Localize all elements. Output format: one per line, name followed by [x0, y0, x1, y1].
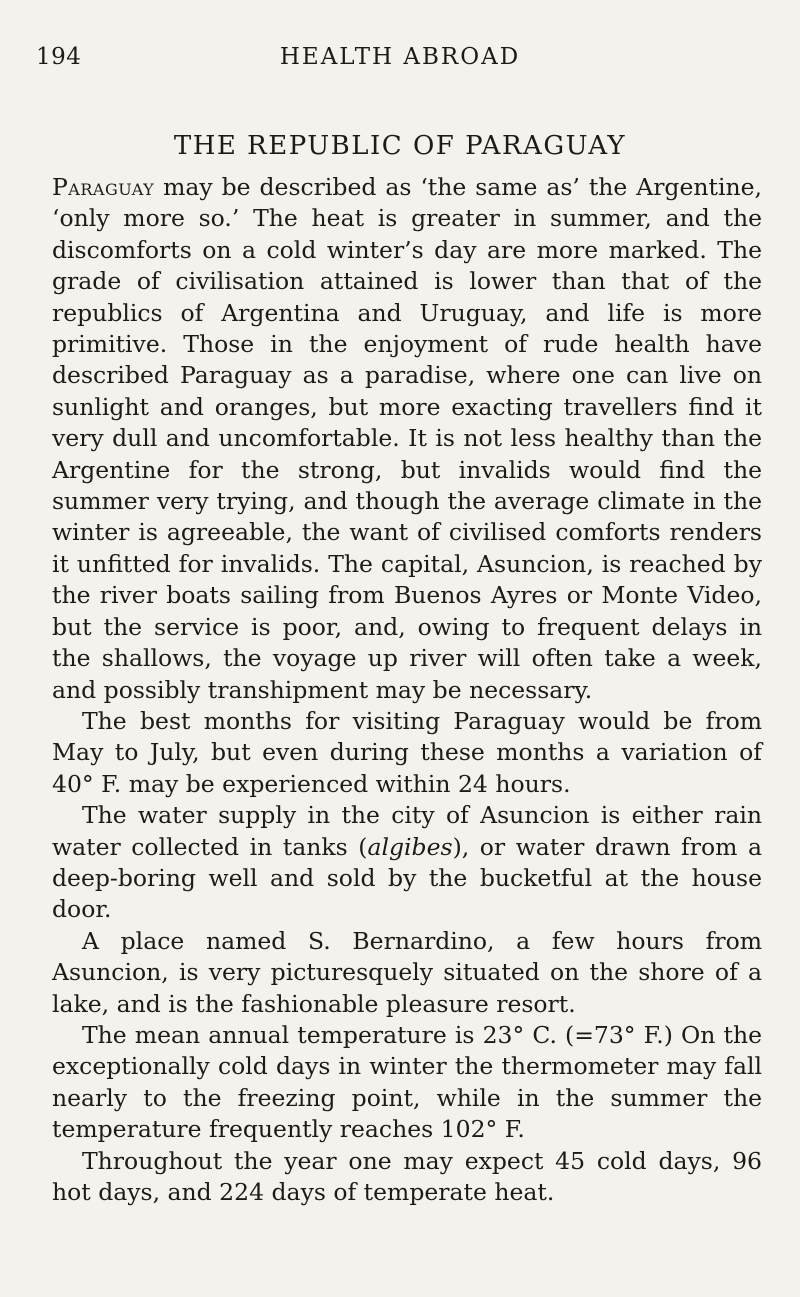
paragraph-4: A place named S. Bernardino, a few hours from Asuncion, is very picturesquely situated on the shore of a lake, and is the fashionable pleasure resort. — [52, 926, 762, 1018]
paragraph-1-text: may be described as ‘the same as’ the Argentine, ‘only more so.’ The heat is greater in summer, and the discomforts on a cold winter’s day are more marked. The grade of civilisation attained is lower than that of the republics of Argentina and Uruguay, and life is more primitive. Those in the enjoyment of rude health have described Paraguay as a paradise, where one can live on sunlight and oranges, but more exacting travellers find it very dull and uncomfortable. It is not less healthy than the Argentine for the strong, but invalids would find the summer very trying, and though the average climate in the winter is agreeable, the want of civilised comforts renders it unfitted for invalids. The capital, Asuncion, is reached by the river boats sailing from Buenos Ayres or Monte Video, but the service is poor, and, owing to frequent delays in the shallows, the voyage up river will often take a week, and possibly transhipment may be necessary. — [52, 173, 762, 704]
paragraph-1 — [52, 172, 762, 706]
running-head — [36, 44, 764, 84]
paragraph-3-text-after: ), or water drawn from a deep-boring well and sold by the bucketful at the house door. — [52, 832, 762, 924]
paragraph-3 — [52, 800, 762, 926]
body-text — [52, 172, 762, 1208]
paragraph-2: The best months for visiting Paraguay would be from May to July, but even during these months a variation of 40° F. may be experienced within 24 hours. — [52, 706, 762, 798]
paragraph-6: Throughout the year one may expect 45 cold days, 96 hot days, and 224 days of temperate heat. — [52, 1146, 762, 1206]
lead-word: Paraguay — [52, 173, 155, 201]
paragraph-5: The mean annual temperature is 23° C. (=73° F.) On the exceptionally cold days in winter the thermometer may fall nearly to the freezing point, while in the summer the temperature frequently reaches 102° F. — [52, 1020, 762, 1144]
section-title: THE REPUBLIC OF PARAGUAY — [173, 131, 627, 161]
paragraph-3-italic-term: algibes — [367, 832, 453, 861]
paragraph-3-text-before: The water supply in the city of Asuncion is either rain water collected in tanks ( — [52, 801, 762, 861]
running-title: HEALTH ABROAD — [279, 44, 521, 70]
page-number: 194 — [36, 44, 82, 70]
